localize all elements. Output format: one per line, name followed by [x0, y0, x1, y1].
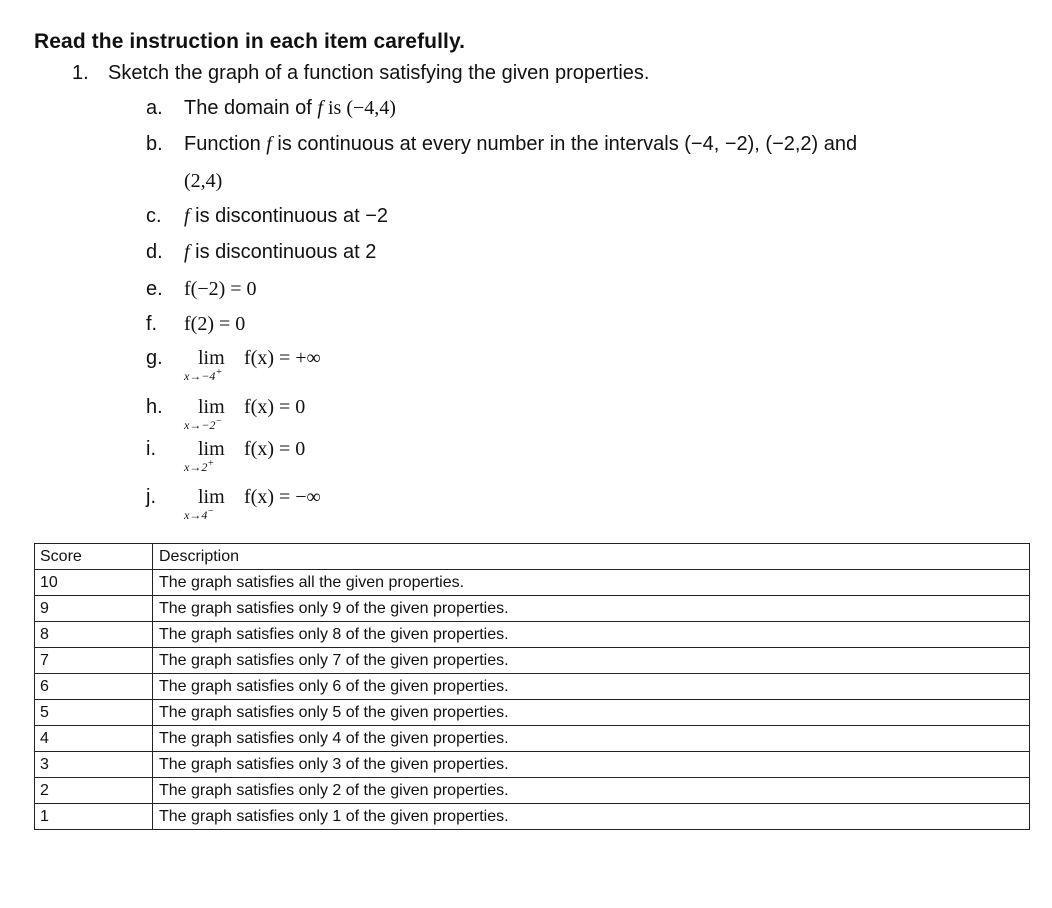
- description-cell: The graph satisfies only 9 of the given properties.: [153, 596, 1030, 622]
- description-cell: The graph satisfies only 2 of the given properties.: [153, 778, 1030, 804]
- limit-notation: lim x→2+: [184, 438, 225, 474]
- scoring-rubric-table: [34, 543, 1030, 830]
- table-row: [35, 648, 1030, 674]
- property-label: h.: [146, 396, 163, 418]
- limit-expression: f(x) = −∞: [244, 486, 321, 508]
- table-row: [35, 726, 1030, 752]
- score-cell: 3: [35, 752, 153, 778]
- limit-expression: f(x) = +∞: [244, 347, 321, 369]
- score-header: Score: [35, 544, 153, 570]
- instruction-heading: Read the instruction in each item carefully.: [34, 30, 466, 53]
- property-b: [146, 133, 857, 156]
- property-b-continuation: (2,4): [184, 170, 223, 192]
- property-e: [146, 278, 257, 301]
- limit-notation: lim x→−2−: [184, 396, 225, 432]
- description-header: Description: [153, 544, 1030, 570]
- property-d: [146, 241, 376, 264]
- property-text: f is discontinuous at −2: [184, 205, 389, 227]
- description-cell: The graph satisfies only 5 of the given properties.: [153, 700, 1030, 726]
- table-header-row: [35, 544, 1030, 570]
- score-cell: 4: [35, 726, 153, 752]
- score-cell: 5: [35, 700, 153, 726]
- limit-expression: f(x) = 0: [244, 396, 306, 418]
- property-text: f is discontinuous at 2: [184, 241, 377, 263]
- property-a: [146, 97, 396, 120]
- property-label: j.: [146, 486, 156, 508]
- property-label: c.: [146, 205, 162, 227]
- score-cell: 9: [35, 596, 153, 622]
- property-expression: f(−2) = 0: [184, 278, 257, 300]
- property-label: b.: [146, 133, 163, 155]
- description-cell: The graph satisfies only 7 of the given properties.: [153, 648, 1030, 674]
- property-c: [146, 205, 388, 228]
- property-label: a.: [146, 97, 163, 119]
- question-text: Sketch the graph of a function satisfying the given properties.: [108, 62, 650, 84]
- property-text: Function f is continuous at every number in the intervals (−4, −2), (−2,2) and: [184, 133, 858, 155]
- score-cell: 1: [35, 804, 153, 830]
- score-cell: 10: [35, 570, 153, 596]
- property-text: The domain of f is (−4,4): [184, 97, 396, 119]
- property-label: i.: [146, 438, 156, 460]
- table-row: [35, 570, 1030, 596]
- description-cell: The graph satisfies all the given properties.: [153, 570, 1030, 596]
- limit-notation: lim x→−4+: [184, 347, 225, 383]
- description-cell: The graph satisfies only 3 of the given properties.: [153, 752, 1030, 778]
- property-h: [146, 396, 305, 440]
- question-number: 1.: [72, 62, 89, 84]
- table-row: [35, 674, 1030, 700]
- property-j: [146, 486, 321, 530]
- property-label: e.: [146, 278, 163, 300]
- property-f: [146, 313, 245, 336]
- property-label: f.: [146, 313, 158, 335]
- property-i: [146, 438, 305, 482]
- table-row: [35, 778, 1030, 804]
- table-row: [35, 752, 1030, 778]
- description-cell: The graph satisfies only 6 of the given properties.: [153, 674, 1030, 700]
- score-cell: 6: [35, 674, 153, 700]
- score-cell: 2: [35, 778, 153, 804]
- description-cell: The graph satisfies only 4 of the given properties.: [153, 726, 1030, 752]
- limit-expression: f(x) = 0: [244, 438, 306, 460]
- property-expression: f(2) = 0: [184, 313, 246, 335]
- table-row: [35, 622, 1030, 648]
- table-row: [35, 804, 1030, 830]
- score-cell: 7: [35, 648, 153, 674]
- limit-notation: lim x→4−: [184, 486, 225, 522]
- score-cell: 8: [35, 622, 153, 648]
- property-label: d.: [146, 241, 163, 263]
- description-cell: The graph satisfies only 1 of the given properties.: [153, 804, 1030, 830]
- description-cell: The graph satisfies only 8 of the given properties.: [153, 622, 1030, 648]
- property-g: [146, 347, 321, 391]
- property-label: g.: [146, 347, 163, 369]
- table-row: [35, 700, 1030, 726]
- table-row: [35, 596, 1030, 622]
